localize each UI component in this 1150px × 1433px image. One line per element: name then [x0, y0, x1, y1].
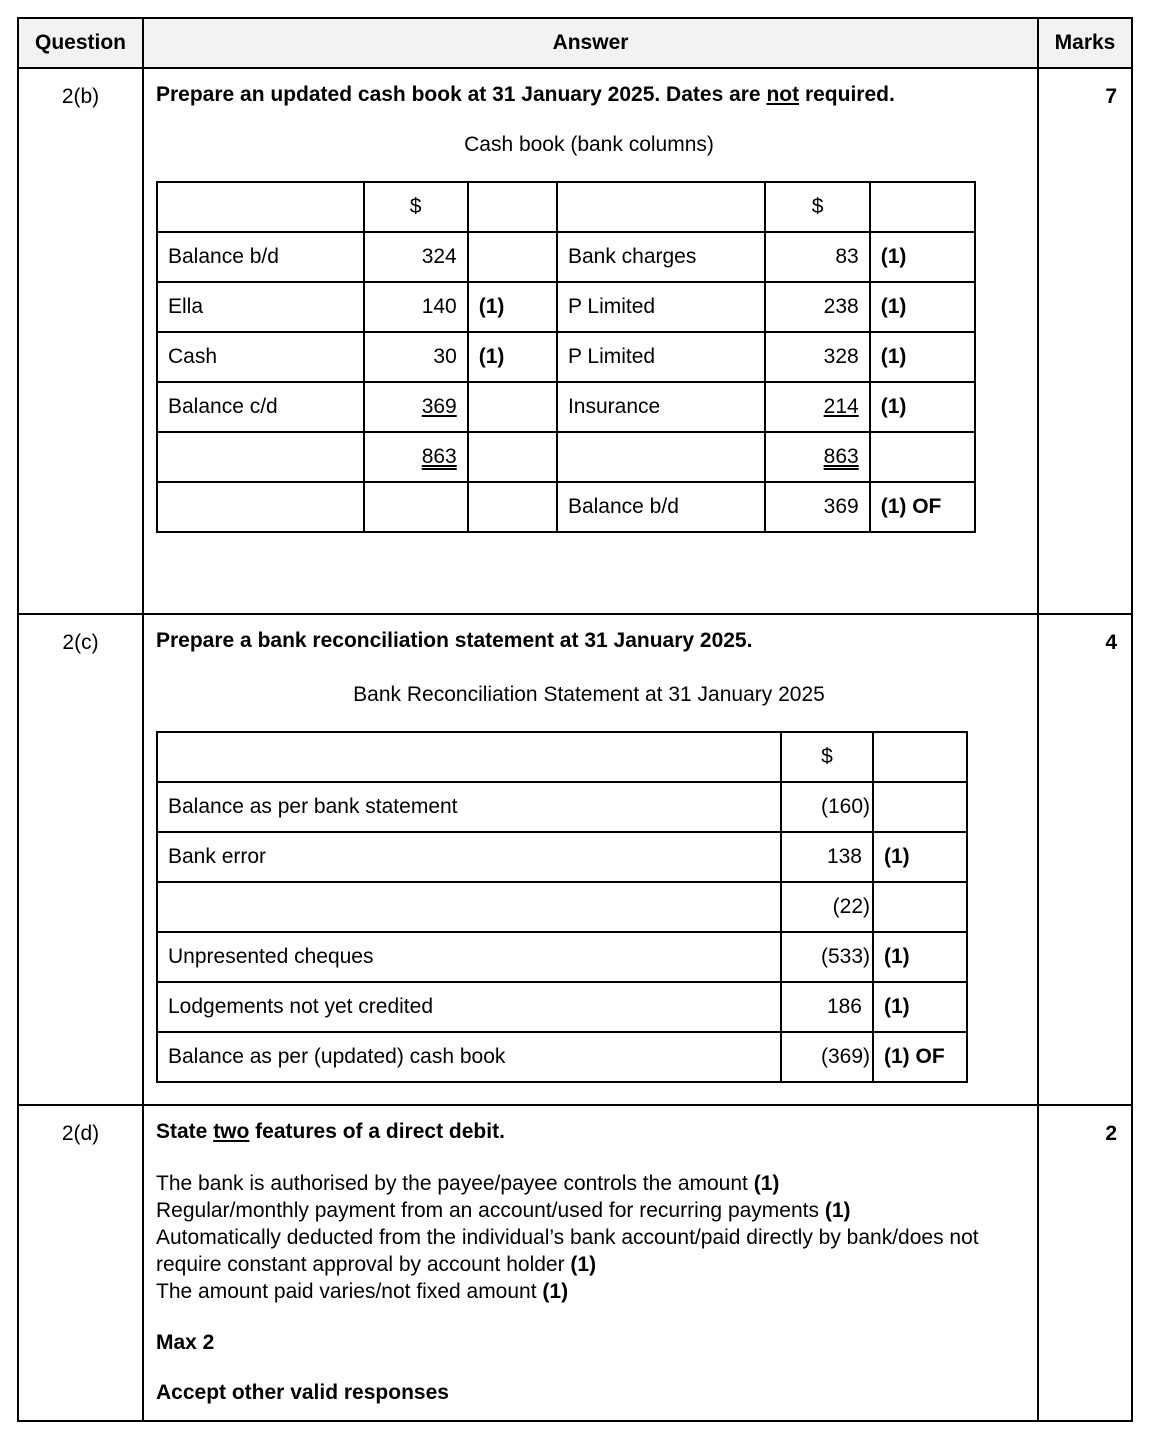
- emphasis: not: [766, 83, 800, 106]
- reconciliation-header: [157, 732, 967, 782]
- table-row: Balance c/d 369 Insurance 214 (1): [157, 382, 975, 432]
- table-row: (22): [157, 882, 967, 932]
- header-row: [18, 18, 1132, 68]
- answer-cell: [143, 614, 1038, 1105]
- marks-value: 7: [1038, 68, 1132, 614]
- currency-label: $: [765, 182, 869, 232]
- question-number: 2(b): [18, 68, 143, 614]
- cash-book-header: [157, 182, 975, 232]
- accept-note: Accept other valid responses: [156, 1381, 449, 1404]
- table-row: Balance as per (updated) cash book (369) (1) OF: [157, 1032, 967, 1082]
- table-row: Balance as per bank statement (160): [157, 782, 967, 832]
- question-prompt: State two features of a direct debit.: [156, 1120, 505, 1143]
- table-caption: Cash book (bank columns): [464, 133, 714, 156]
- total-amount: 863: [421, 445, 457, 468]
- list-item: The bank is authorised by the payee/payee controls the amount (1): [156, 1172, 780, 1195]
- cash-book-table: [156, 181, 976, 533]
- emphasis: two: [213, 1120, 250, 1143]
- max-marks-note: Max 2: [156, 1331, 215, 1354]
- question-prompt: Prepare an updated cash book at 31 January 2025. Dates are not required.: [156, 83, 895, 106]
- list-item: Automatically deducted from the individual’s bank account/paid directly by bank/does not require constant approval by account holder (1): [156, 1226, 979, 1276]
- table-row: Ella 140 (1) P Limited 238 (1): [157, 282, 975, 332]
- currency-label: $: [364, 182, 468, 232]
- question-prompt: Prepare a bank reconciliation statement at 31 January 2025.: [156, 629, 753, 652]
- marks-value: 4: [1038, 614, 1132, 1105]
- table-row: Balance b/d 324 Bank charges 83 (1): [157, 232, 975, 282]
- header-marks: Marks: [1038, 18, 1132, 68]
- answer-list: [156, 1170, 1037, 1305]
- marks-value: 2: [1038, 1105, 1132, 1421]
- header-question: Question: [18, 18, 143, 68]
- table-row: Cash 30 (1) P Limited 328 (1): [157, 332, 975, 382]
- table-row: Bank error 138 (1): [157, 832, 967, 882]
- table-row: Unpresented cheques (533) (1): [157, 932, 967, 982]
- mark-scheme-table: [17, 17, 1133, 1422]
- header-answer: Answer: [143, 18, 1038, 68]
- answer-cell: [143, 1105, 1038, 1421]
- table-row: Lodgements not yet credited 186 (1): [157, 982, 967, 1032]
- table-caption: Bank Reconciliation Statement at 31 January 2025: [353, 683, 825, 706]
- currency-label: $: [781, 732, 873, 782]
- bank-reconciliation-table: [156, 731, 968, 1083]
- question-row-2d: [18, 1105, 1132, 1421]
- question-row-2b: [18, 68, 1132, 614]
- question-number: 2(c): [18, 614, 143, 1105]
- question-number: 2(d): [18, 1105, 143, 1421]
- list-item: The amount paid varies/not fixed amount (1): [156, 1280, 569, 1303]
- table-row: Balance b/d 369 (1) OF: [157, 482, 975, 532]
- total-amount: 863: [823, 445, 859, 468]
- question-row-2c: [18, 614, 1132, 1105]
- total-row: [157, 432, 975, 482]
- answer-cell: [143, 68, 1038, 614]
- list-item: Regular/monthly payment from an account/used for recurring payments (1): [156, 1199, 851, 1222]
